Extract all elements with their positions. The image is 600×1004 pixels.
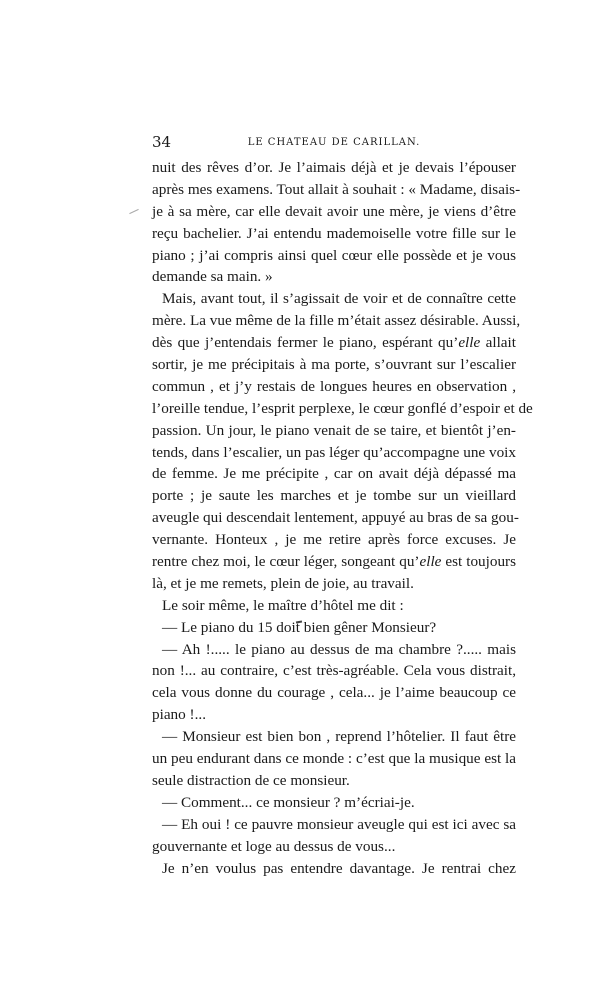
running-title: LE CHATEAU DE CARILLAN. (247, 137, 421, 148)
text-line: gouvernante et loge au dessus de vous... (152, 837, 396, 855)
text-line: Le soir même, le maître d’hôtel me dit : (162, 596, 404, 614)
emphasis: elle (419, 553, 442, 571)
text-line: Je n’en voulus pas entendre davantage. Je rentrai chez (162, 859, 516, 877)
text-line: piano ; j’ai compris ainsi quel cœur elle possède et je vous (152, 246, 516, 264)
text-line: — Le piano du 15 doit bien gêner Monsieur? (162, 618, 437, 636)
text-line: vernante. Honteux , je me retire après force excuses. Je (152, 531, 516, 549)
text-line: là, et je me remets, plein de joie, au travail. (152, 574, 414, 592)
text-line: — Monsieur est bien bon , reprend l’hôtelier. Il faut être (162, 728, 516, 746)
text-line: de femme. Je me précipite , car on avait déjà dépassé ma (152, 465, 516, 483)
text-line: après mes examens. Tout allait à souhait : « Madame, disais- (152, 180, 521, 198)
text-line: aveugle qui descendait lentement, appuyé au bras de sa gou- (152, 509, 519, 527)
text-line: seule distraction de ce monsieur. (152, 771, 350, 789)
text-line: un peu endurant dans ce monde : c’est que la musique est la (152, 750, 516, 768)
text-line: tends, dans l’escalier, un pas léger qu’accompagne une voix (152, 443, 516, 461)
text-line: non !... au contraire, c’est très-agréable. Cela vous distrait, (152, 662, 516, 680)
page-header (152, 132, 516, 152)
text-line: je à sa mère, car elle devait avoir une mère, je viens d’être (152, 202, 516, 220)
text-line: sortir, je me précipitais à ma porte, s’ouvrant sur l’escalier (152, 356, 516, 374)
text-line: cela vous donne du courage , cela... je l’aime beaucoup ce (152, 684, 516, 702)
text-line: Mais, avant tout, il s’agissait de voir et de connaître cette (162, 290, 516, 308)
text-line: — Ah !..... le piano au dessus de ma chambre ?..... mais (162, 640, 516, 658)
text-line: commun , et j’y restais de longues heures en observation , (152, 377, 516, 395)
emphasis: elle (458, 334, 481, 352)
text-line: porte ; je saute les marches et je tombe sur un vieillard (152, 487, 516, 505)
text-line: passion. Un jour, le piano venait de se taire, et bientôt j’en- (152, 421, 516, 439)
page-number: 34 (152, 133, 172, 151)
text-line: demande sa main. » (152, 268, 273, 286)
text-line: — Comment... ce monsieur ? m’écriai-je. (162, 793, 415, 811)
body-text (152, 157, 533, 879)
text-line: reçu bachelier. J’ai entendu mademoiselle votre fille sur le (152, 224, 516, 242)
text-line: — Eh oui ! ce pauvre monsieur aveugle qui est ici avec sa (162, 815, 516, 833)
text-line: nuit des rêves d’or. Je l’aimais déjà et je devais l’épouser (152, 159, 516, 176)
margin-mark (129, 209, 138, 214)
text-line: l’oreille tendue, l’esprit perplexe, le cœur gonflé d’espoir et de (152, 399, 533, 417)
text-line: mère. La vue même de la fille m’était assez désirable. Aussi, (152, 312, 521, 330)
text-line: piano !... (152, 706, 206, 724)
text-line: dès que j’entendais fermer le piano, espérant qu’elle allait (152, 334, 516, 352)
text-line: rentre chez moi, le cœur léger, songeant qu’elle est toujours (152, 553, 517, 571)
